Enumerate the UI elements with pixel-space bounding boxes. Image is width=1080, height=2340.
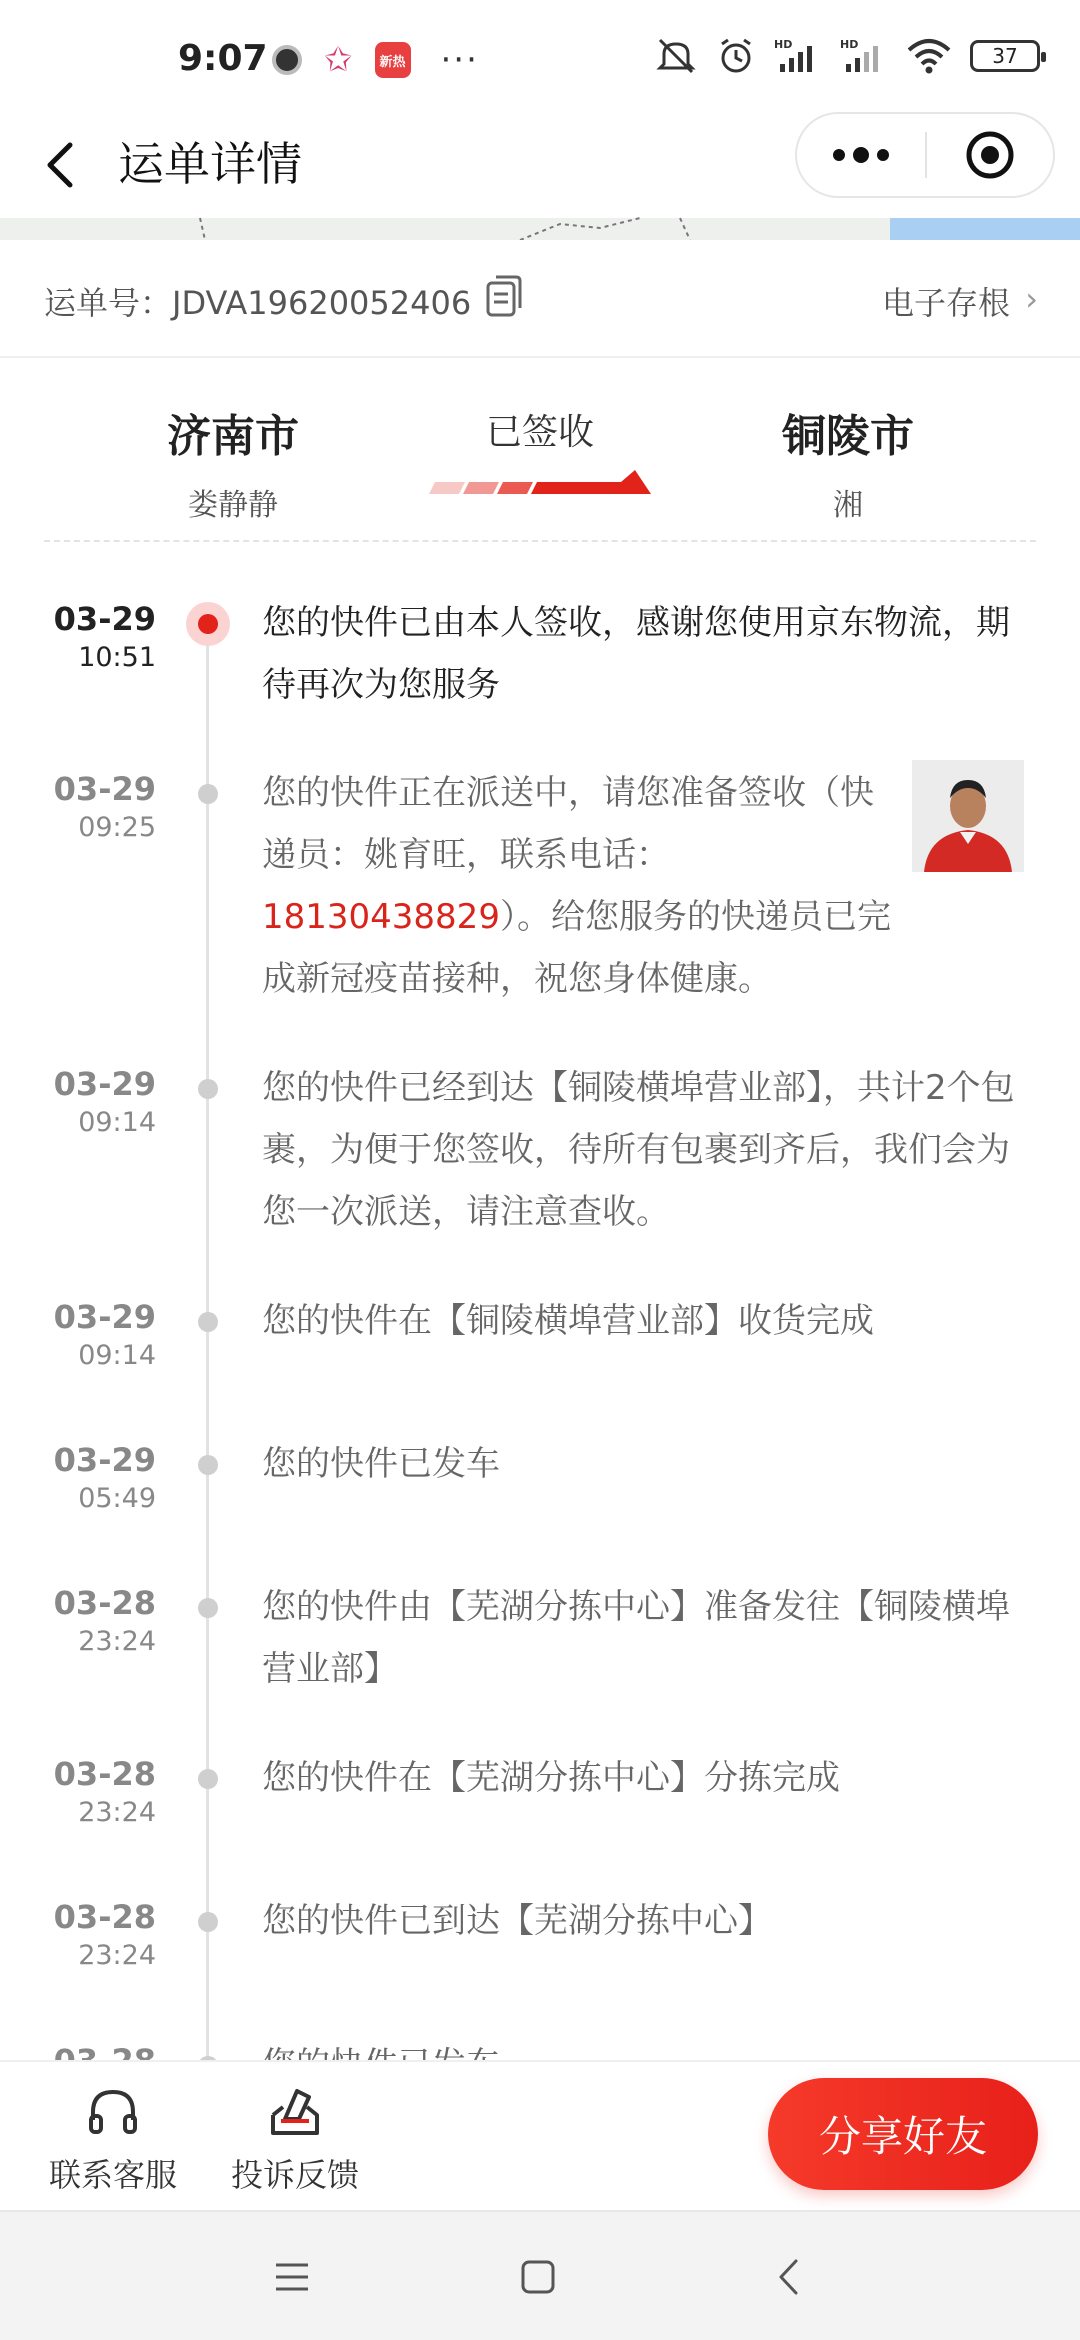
miniprogram-capsule: [795, 112, 1055, 198]
map-water: [890, 218, 1080, 240]
recipient-name: 湘: [833, 488, 863, 523]
e-receipt-link[interactable]: 电子存根: [881, 284, 1010, 322]
menu-button[interactable]: [262, 2252, 322, 2302]
mute-icon: [654, 36, 698, 76]
feedback-icon: [267, 2085, 323, 2139]
system-nav-bar: [0, 2210, 1080, 2340]
event-date: 03-29: [53, 1441, 156, 1479]
status-notification-icons: [272, 40, 479, 80]
route-divider: [44, 540, 1036, 542]
home-button[interactable]: [508, 2252, 568, 2302]
complaint-label: 投诉反馈: [230, 2156, 359, 2194]
status-time: 9:07: [178, 38, 268, 79]
event-time: 09:14: [78, 1107, 156, 1138]
event-date: 03-29: [53, 1065, 156, 1103]
event-text: 您的快件由【芜湖分拣中心】准备发往【铜陵横埠营业部】: [262, 1587, 1010, 1689]
event-date: 03-28: [53, 1584, 156, 1622]
home-square-icon: [520, 2259, 556, 2295]
timeline-dot: [198, 1455, 218, 1475]
avatar-image: [912, 760, 1024, 872]
signal-hd-icon-2: [840, 36, 888, 76]
event-text: [262, 762, 892, 1010]
copy-icon: [484, 274, 524, 320]
svg-text:HD: HD: [774, 38, 793, 51]
tracking-timeline[interactable]: [0, 560, 1080, 2060]
timeline-dot: [198, 1912, 218, 1932]
status-bar: [0, 0, 1080, 120]
alarm-icon: [716, 36, 756, 76]
page-title: 运单详情: [118, 137, 302, 191]
status-system-icons: [654, 36, 1040, 76]
chevron-right-icon: ›: [1025, 280, 1038, 318]
more-notifications-icon: ···: [440, 40, 479, 80]
event-time: 23:24: [78, 1626, 156, 1657]
event-date: 03-29: [53, 770, 156, 808]
origin: [83, 400, 383, 524]
event-time: 09:14: [78, 1340, 156, 1371]
event-text-part: ）。给您服务的快递员已完成新冠疫苗接种，祝您身体健康。: [262, 897, 891, 999]
contact-service-label: 联系客服: [48, 2156, 177, 2194]
headset-icon: [85, 2086, 141, 2138]
waybill-number: 运单号：JDVA19620052406: [44, 284, 472, 322]
map-view[interactable]: [0, 218, 1080, 240]
timeline-dot: [198, 1312, 218, 1332]
destination: [698, 400, 998, 524]
event-text: 您的快件在【芜湖分拣中心】分拣完成: [262, 1758, 840, 1798]
event-text-part: 您的快件正在派送中，请您准备签收（快递员：姚育旺，联系电话：: [262, 773, 874, 875]
event-time: 23:24: [78, 1940, 156, 1971]
sender-name: 娄静静: [188, 488, 278, 523]
close-button[interactable]: [927, 114, 1053, 196]
back-icon: [40, 137, 80, 193]
event-date: 03-28: [53, 1755, 156, 1793]
event-text: 您的快件已发车: [262, 1444, 500, 1484]
delivery-status: 已签收: [485, 412, 594, 453]
battery-icon: 37: [970, 40, 1040, 72]
route-summary: [0, 360, 1080, 540]
waybill-row: [0, 240, 1080, 358]
system-back-button[interactable]: [758, 2252, 818, 2302]
more-dots-icon: [831, 145, 891, 165]
news-app-icon: 新热: [375, 42, 411, 78]
courier-avatar[interactable]: [912, 760, 1024, 872]
bottom-action-bar: [0, 2060, 1080, 2210]
event-text: 您的快件已由本人签收，感谢您使用京东物流，期待再次为您服务: [262, 603, 1010, 705]
complaint-button[interactable]: [220, 2084, 370, 2196]
timeline-dot: [198, 784, 218, 804]
timeline-dot: [198, 1079, 218, 1099]
timeline-line: [206, 610, 209, 2070]
contact-service-button[interactable]: [38, 2084, 188, 2196]
menu-icon: [274, 2260, 310, 2294]
svg-text:HD: HD: [840, 38, 859, 51]
event-date: 03-28: [53, 1898, 156, 1936]
signal-hd-icon-1: [774, 36, 822, 76]
system-back-icon: [776, 2258, 800, 2296]
back-button[interactable]: [40, 130, 110, 200]
event-text: 您的快件已到达【芜湖分拣中心】: [262, 1901, 772, 1941]
event-text: 您的快件在【铜陵横埠营业部】收货完成: [262, 1301, 874, 1341]
event-time: 05:49: [78, 1483, 156, 1514]
timeline-active-dot: [186, 602, 230, 646]
wifi-icon: [906, 36, 952, 76]
event-text: 您的快件已经到达【铜陵横埠营业部】，共计2个包裹，为便于您签收，待所有包裹到齐后，我们会为您一次派送，请注意查收。: [262, 1068, 1015, 1232]
event-time: 10:51: [78, 642, 156, 673]
progress-arrow-icon: [425, 470, 655, 496]
nav-bar: [0, 110, 1080, 220]
event-date: 03-29: [53, 1298, 156, 1336]
more-button[interactable]: [797, 114, 925, 196]
close-target-icon: [964, 129, 1016, 181]
timeline-dot: [198, 1598, 218, 1618]
event-time: 09:25: [78, 812, 156, 843]
share-friends-button[interactable]: 分享好友: [768, 2078, 1038, 2190]
courier-phone-link[interactable]: 18130438829: [262, 897, 500, 937]
destination-city: 铜陵市: [782, 411, 914, 462]
app-notification-icon: [272, 45, 302, 75]
timeline-dot: [198, 1769, 218, 1789]
event-date: 03-29: [53, 600, 156, 638]
star-icon: ✩: [324, 40, 353, 80]
copy-button[interactable]: [484, 274, 524, 320]
origin-city: 济南市: [167, 411, 299, 462]
event-time: 23:24: [78, 1797, 156, 1828]
